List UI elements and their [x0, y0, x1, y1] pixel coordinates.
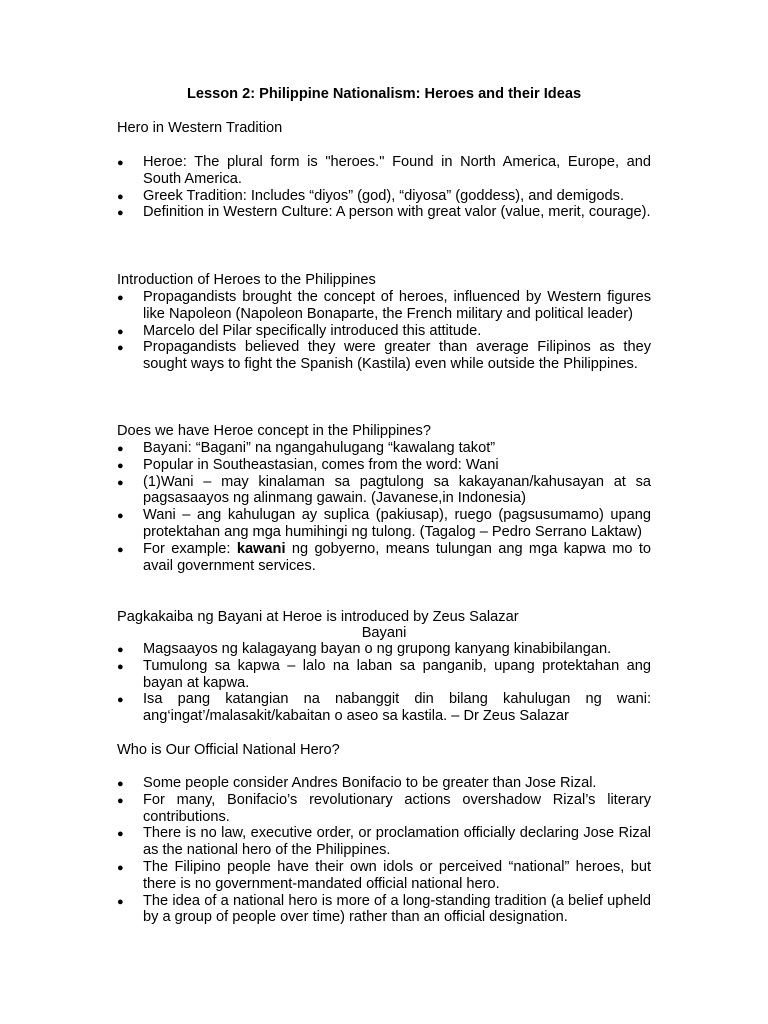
list-item: ● Magsaayos ng kalagayang bayan o ng grupong kanyang kinabibilangan.: [117, 641, 651, 658]
list-item-example: ● For example: kawani ng gobyerno, means tulungan ang mga kapwa mo to avail government services.: [117, 540, 651, 574]
bullet-icon: ●: [117, 443, 124, 455]
bayani-list: [117, 641, 651, 725]
list-item: ● (1)Wani – may kinalaman sa pagtulong sa kakayanan/kahusayan at sa pagsasaayos ng alinmang gawain. (Javanese,in Indonesia): [117, 473, 651, 507]
bullet-icon: ●: [117, 644, 124, 656]
list-item: ● Propagandists believed they were greater than average Filipinos as they sought ways to fight the Spanish (Kastila) even while outside the Philippines.: [117, 339, 651, 373]
heroe-concept-list: [117, 440, 651, 574]
bullet-icon: ●: [117, 828, 124, 841]
bullet-icon: ●: [117, 459, 124, 472]
western-tradition-list: [117, 154, 651, 221]
list-item: ● Bayani: “Bagani” na ngangahulugang “kawalang takot”: [117, 440, 651, 457]
section-heading-western-tradition: Hero in Western Tradition: [117, 120, 283, 136]
list-item: ● The idea of a national hero is more of a long-standing tradition (a belief upheld by a group of people over time) rather than an official designation.: [117, 892, 651, 926]
list-item: ● Isa pang katangian na nabanggit din bilang kahulugan ng wani: ang‘ingat’/malasakit/kabaitan o aseo sa kastila. – Dr Zeus Salazar: [117, 691, 651, 725]
section-heading-national-hero: Who is Our Official National Hero?: [117, 742, 340, 758]
list-item: ● Marcelo del Pilar specifically introduced this attitude.: [117, 323, 651, 340]
subheading-bayani: Bayani: [361, 625, 407, 641]
section-heading-heroe-concept: Does we have Heroe concept in the Philippines?: [117, 423, 431, 439]
bullet-icon: ●: [117, 895, 124, 908]
introduction-list: [117, 289, 651, 373]
bullet-icon: ●: [117, 510, 124, 523]
bullet-icon: ●: [117, 660, 124, 673]
list-item: ● Propagandists brought the concept of heroes, influenced by Western figures like Napoleon (Napoleon Bonaparte, the French military and political leader): [117, 289, 651, 322]
list-item: ● For many, Bonifacio’s revolutionary actions overshadow Rizal’s literary contributions.: [117, 791, 651, 825]
section-heading-introduction: Introduction of Heroes to the Philippines: [117, 272, 376, 288]
list-item: ● Heroe: The plural form is "heroes." Found in North America, Europe, and South America.: [117, 154, 651, 187]
list-item: ● Popular in Southeastasian, comes from the word: Wani: [117, 457, 651, 474]
section-heading-pagkakaiba: Pagkakaiba ng Bayani at Heroe is introduced by Zeus Salazar: [117, 609, 519, 625]
bullet-icon: ●: [117, 861, 124, 874]
list-item: ● Tumulong sa kapwa – lalo na laban sa panganib, upang protektahan ang bayan at kapwa.: [117, 657, 651, 691]
bullet-icon: ●: [117, 543, 124, 556]
list-item: ● The Filipino people have their own idols or perceived “national” heroes, but there is no government-mandated official national hero.: [117, 858, 651, 892]
list-item: ● Wani – ang kahulugan ay suplica (pakiusap), ruego (pagsusumamo) upang protektahan ang mga humihingi ng tulong. (Tagalog – Pedro Serrano Laktaw): [117, 507, 651, 540]
bullet-icon: ●: [117, 157, 124, 169]
bullet-icon: ●: [117, 292, 124, 304]
national-hero-list: [117, 775, 651, 926]
lesson-title: Lesson 2: Philippine Nationalism: Heroes and their Ideas: [186, 86, 582, 102]
bullet-icon: ●: [117, 694, 124, 707]
list-item: ● Some people consider Andres Bonifacio to be greater than Jose Rizal.: [117, 775, 651, 792]
bullet-icon: ●: [117, 778, 124, 790]
bullet-icon: ●: [117, 476, 124, 489]
bullet-icon: ●: [117, 207, 124, 220]
list-item: ● Definition in Western Culture: A person with great valor (value, merit, courage).: [117, 204, 651, 221]
bullet-icon: ●: [117, 190, 124, 203]
bullet-icon: ●: [117, 342, 124, 355]
bullet-icon: ●: [117, 325, 124, 338]
list-item: ● There is no law, executive order, or proclamation officially declaring Jose Rizal as the national hero of the Philippines.: [117, 825, 651, 859]
bullet-icon: ●: [117, 794, 124, 807]
list-item: ● Greek Tradition: Includes “diyos” (god), “diyosa” (goddess), and demigods.: [117, 188, 651, 205]
kawani-term: kawani: [236, 540, 286, 557]
